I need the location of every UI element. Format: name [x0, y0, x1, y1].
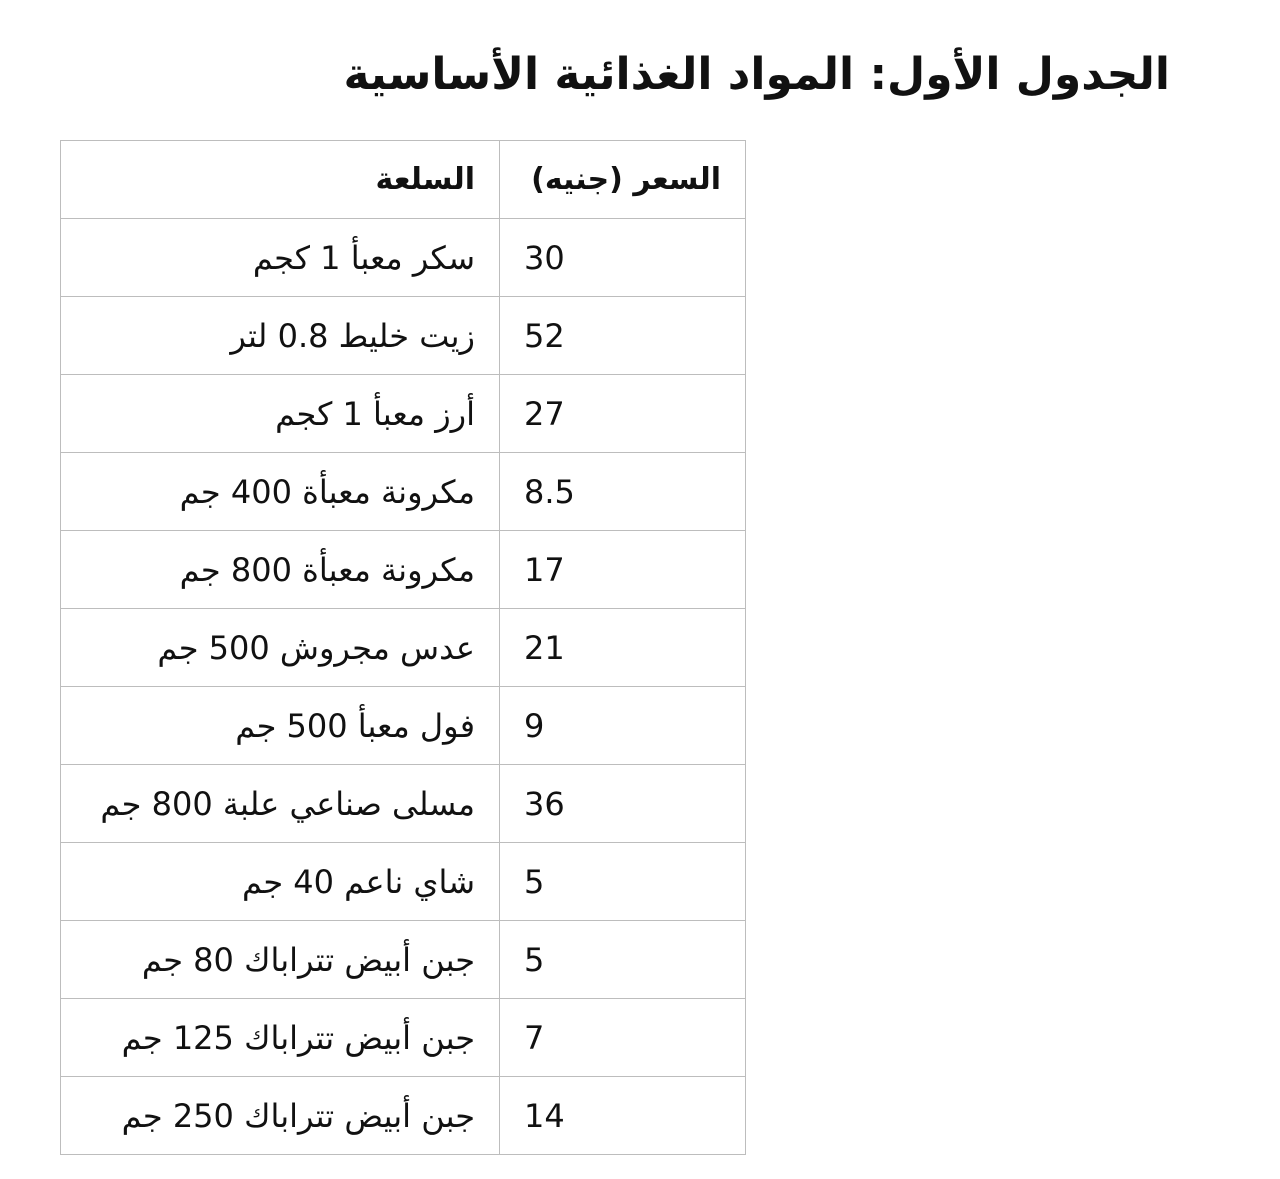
- table-row: [61, 1077, 746, 1155]
- row-item: شاي ناعم 40 جم: [61, 843, 500, 921]
- table-row: [61, 921, 746, 999]
- row-price: 9: [500, 687, 746, 765]
- row-item: مكرونة معبأة 400 جم: [61, 453, 500, 531]
- row-price: 36: [500, 765, 746, 843]
- row-item: جبن أبيض تتراباك 80 جم: [61, 921, 500, 999]
- row-price: 8.5: [500, 453, 746, 531]
- table-row: [61, 843, 746, 921]
- table-row: [61, 765, 746, 843]
- table-row: [61, 609, 746, 687]
- row-price: 5: [500, 843, 746, 921]
- row-price: 30: [500, 219, 746, 297]
- row-item: زيت خليط 0.8 لتر: [61, 297, 500, 375]
- table-row: [61, 297, 746, 375]
- row-item: أرز معبأ 1 كجم: [61, 375, 500, 453]
- row-price: 14: [500, 1077, 746, 1155]
- table-row: [61, 219, 746, 297]
- row-item: جبن أبيض تتراباك 250 جم: [61, 1077, 500, 1155]
- table-header-row: [61, 141, 746, 219]
- row-item: جبن أبيض تتراباك 125 جم: [61, 999, 500, 1077]
- row-item: عدس مجروش 500 جم: [61, 609, 500, 687]
- header-item: السلعة: [61, 141, 500, 219]
- row-price: 21: [500, 609, 746, 687]
- row-item: فول معبأ 500 جم: [61, 687, 500, 765]
- header-price: السعر (جنيه): [500, 141, 746, 219]
- food-prices-table: [60, 140, 746, 1155]
- table-row: [61, 999, 746, 1077]
- row-price: 5: [500, 921, 746, 999]
- table-title: الجدول الأول: المواد الغذائية الأساسية: [343, 49, 1170, 100]
- row-price: 52: [500, 297, 746, 375]
- table-row: [61, 687, 746, 765]
- row-price: 27: [500, 375, 746, 453]
- row-item: مسلى صناعي علبة 800 جم: [61, 765, 500, 843]
- table-row: [61, 375, 746, 453]
- row-price: 17: [500, 531, 746, 609]
- row-item: سكر معبأ 1 كجم: [61, 219, 500, 297]
- table-row: [61, 531, 746, 609]
- row-item: مكرونة معبأة 800 جم: [61, 531, 500, 609]
- row-price: 7: [500, 999, 746, 1077]
- table-row: [61, 453, 746, 531]
